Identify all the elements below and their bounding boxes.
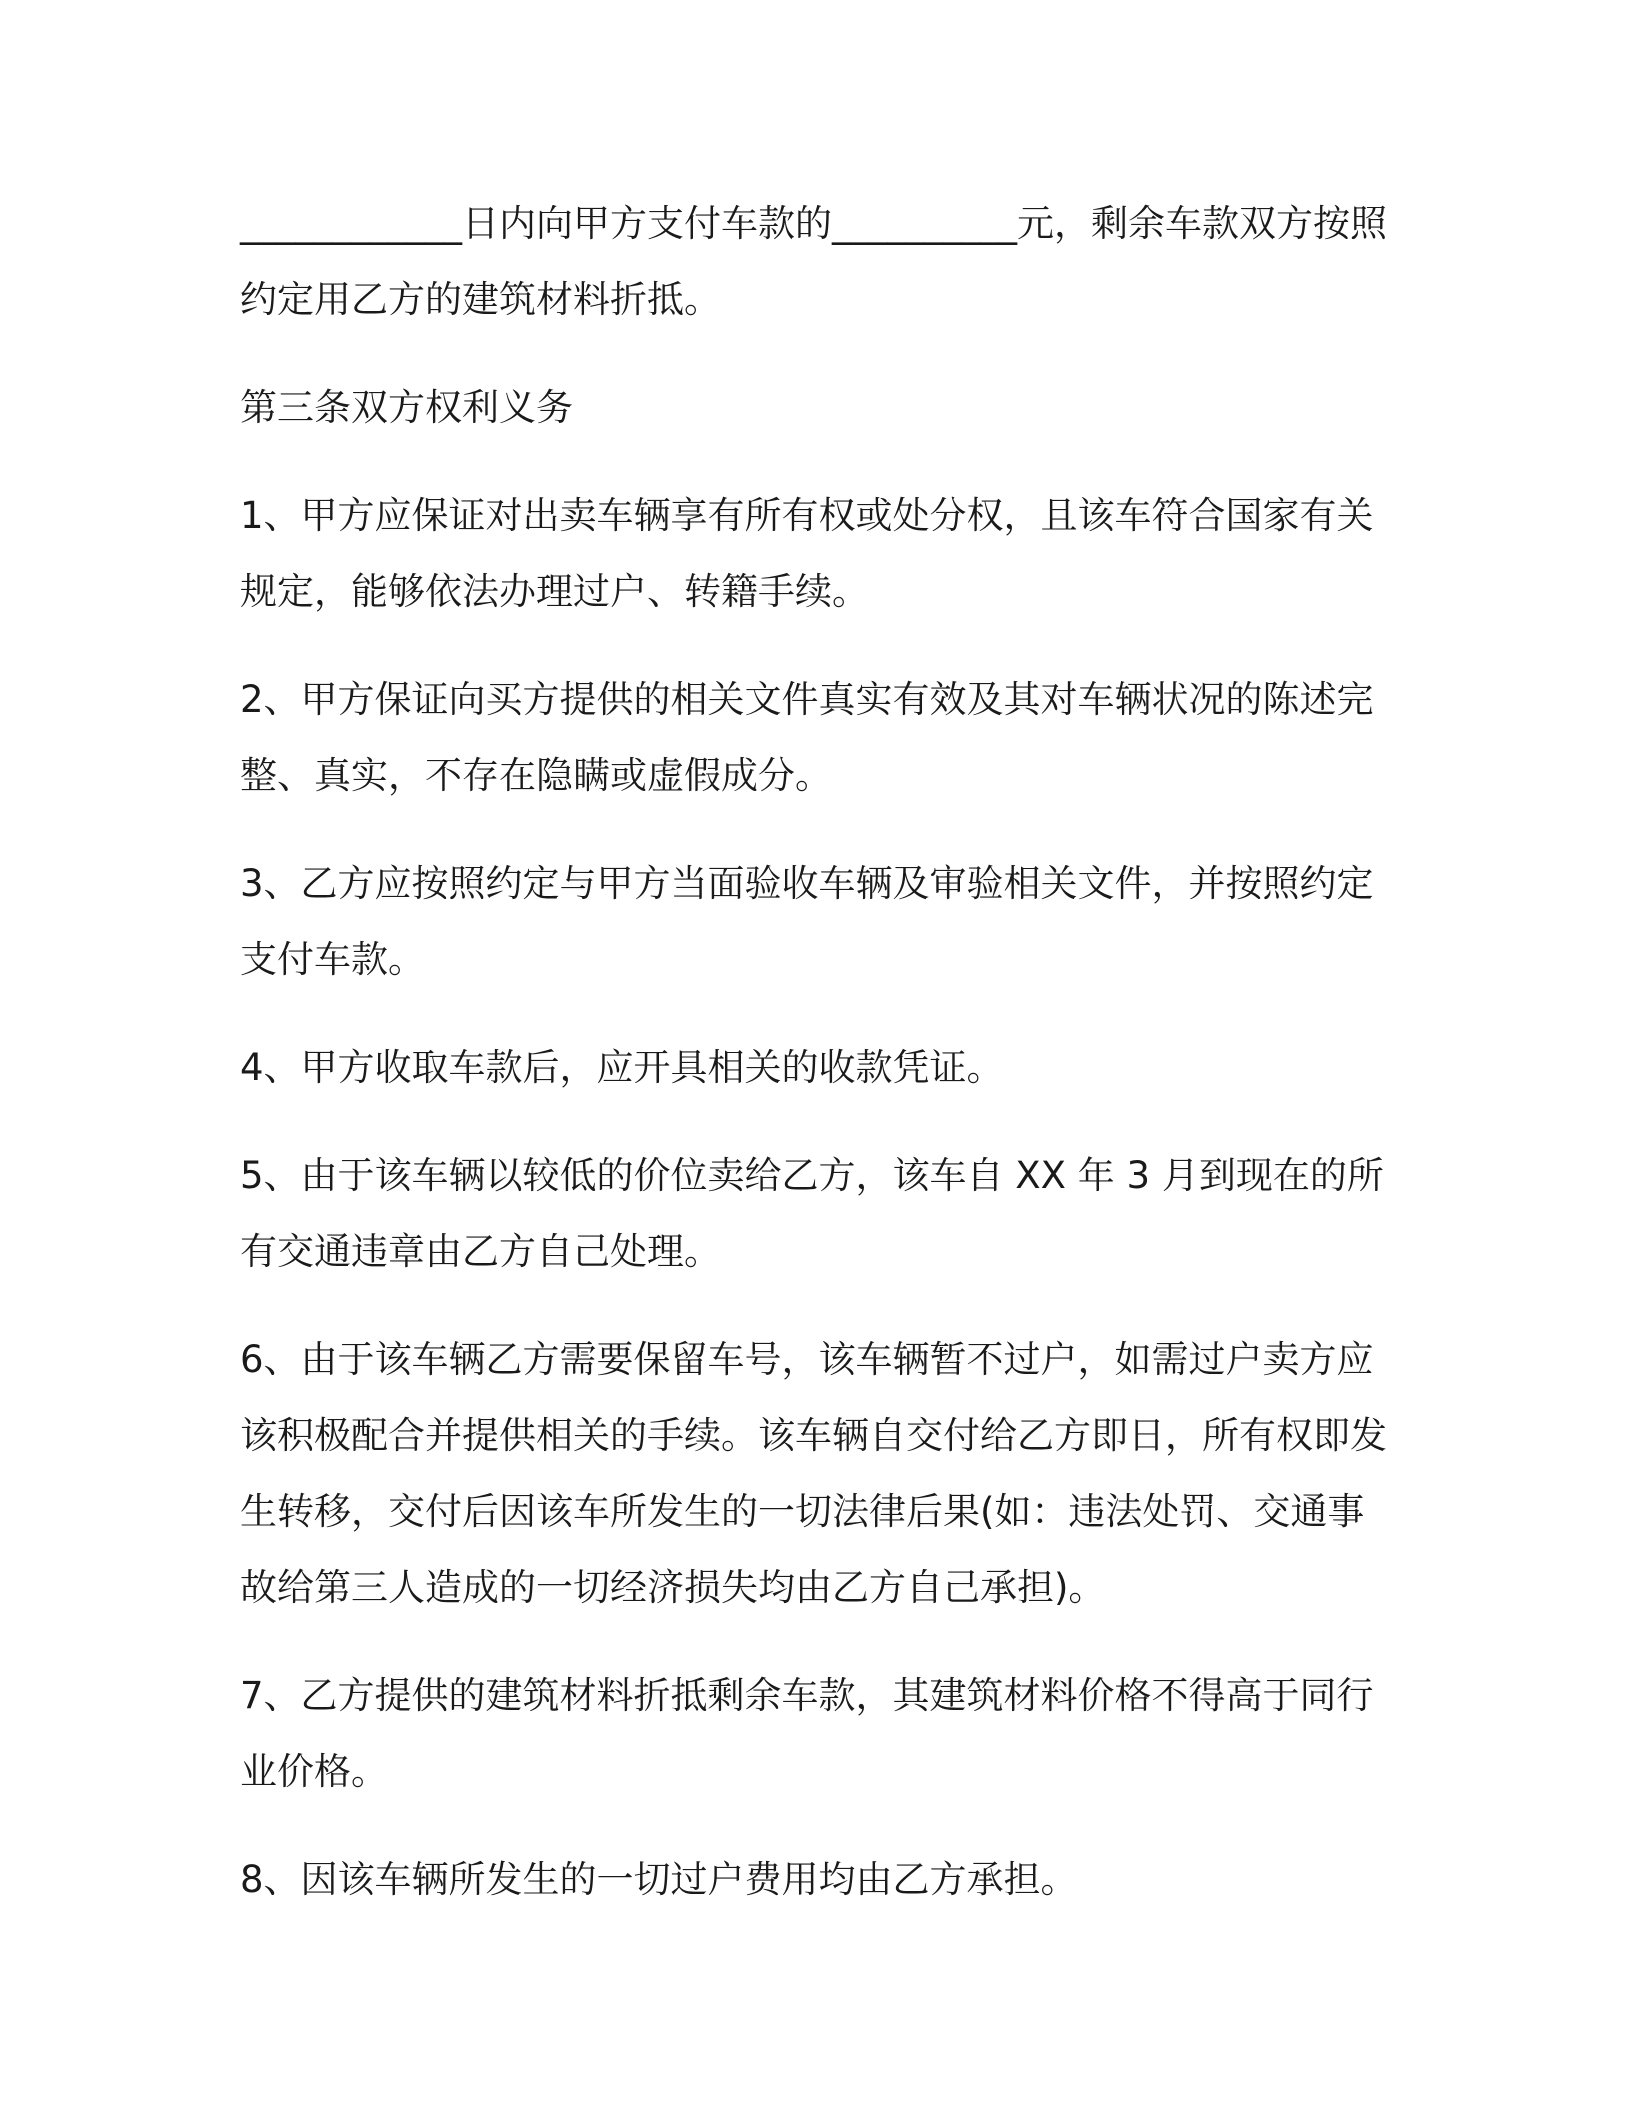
payment-terms-paragraph: ____________日内向甲方支付车款的__________元，剩余车款双方按照约定用乙方的建筑材料折抵。: [240, 202, 1387, 321]
clause-6: 6、由于该车辆乙方需要保留车号，该车辆暂不过户，如需过户卖方应该积极配合并提供相关的手续。该车辆自交付给乙方即日，所有权即发生转移，交付后因该车所发生的一切法律后果(如：违法处罚、交通事故给第三人造成的一切经济损失均由乙方自己承担)。: [240, 1338, 1387, 1609]
clause-1: 1、甲方应保证对出卖车辆享有所有权或处分权，且该车符合国家有关规定，能够依法办理过户、转籍手续。: [240, 494, 1374, 613]
clause-2: 2、甲方保证向买方提供的相关文件真实有效及其对车辆状况的陈述完整、真实，不存在隐瞒或虚假成分。: [240, 678, 1374, 797]
clause-3: 3、乙方应按照约定与甲方当面验收车辆及审验相关文件，并按照约定支付车款。: [240, 862, 1374, 981]
clause-7: 7、乙方提供的建筑材料折抵剩余车款，其建筑材料价格不得高于同行业价格。: [240, 1674, 1374, 1793]
clause-5: 5、由于该车辆以较低的价位卖给乙方，该车自 XX 年 3 月到现在的所有交通违章由乙方自己处理。: [240, 1154, 1384, 1273]
clause-4: 4、甲方收取车款后，应开具相关的收款凭证。: [240, 1046, 1004, 1089]
section-heading: 第三条双方权利义务: [240, 386, 573, 429]
clause-8: 8、因该车辆所发生的一切过户费用均由乙方承担。: [240, 1858, 1078, 1901]
document-body: [240, 186, 1390, 1950]
